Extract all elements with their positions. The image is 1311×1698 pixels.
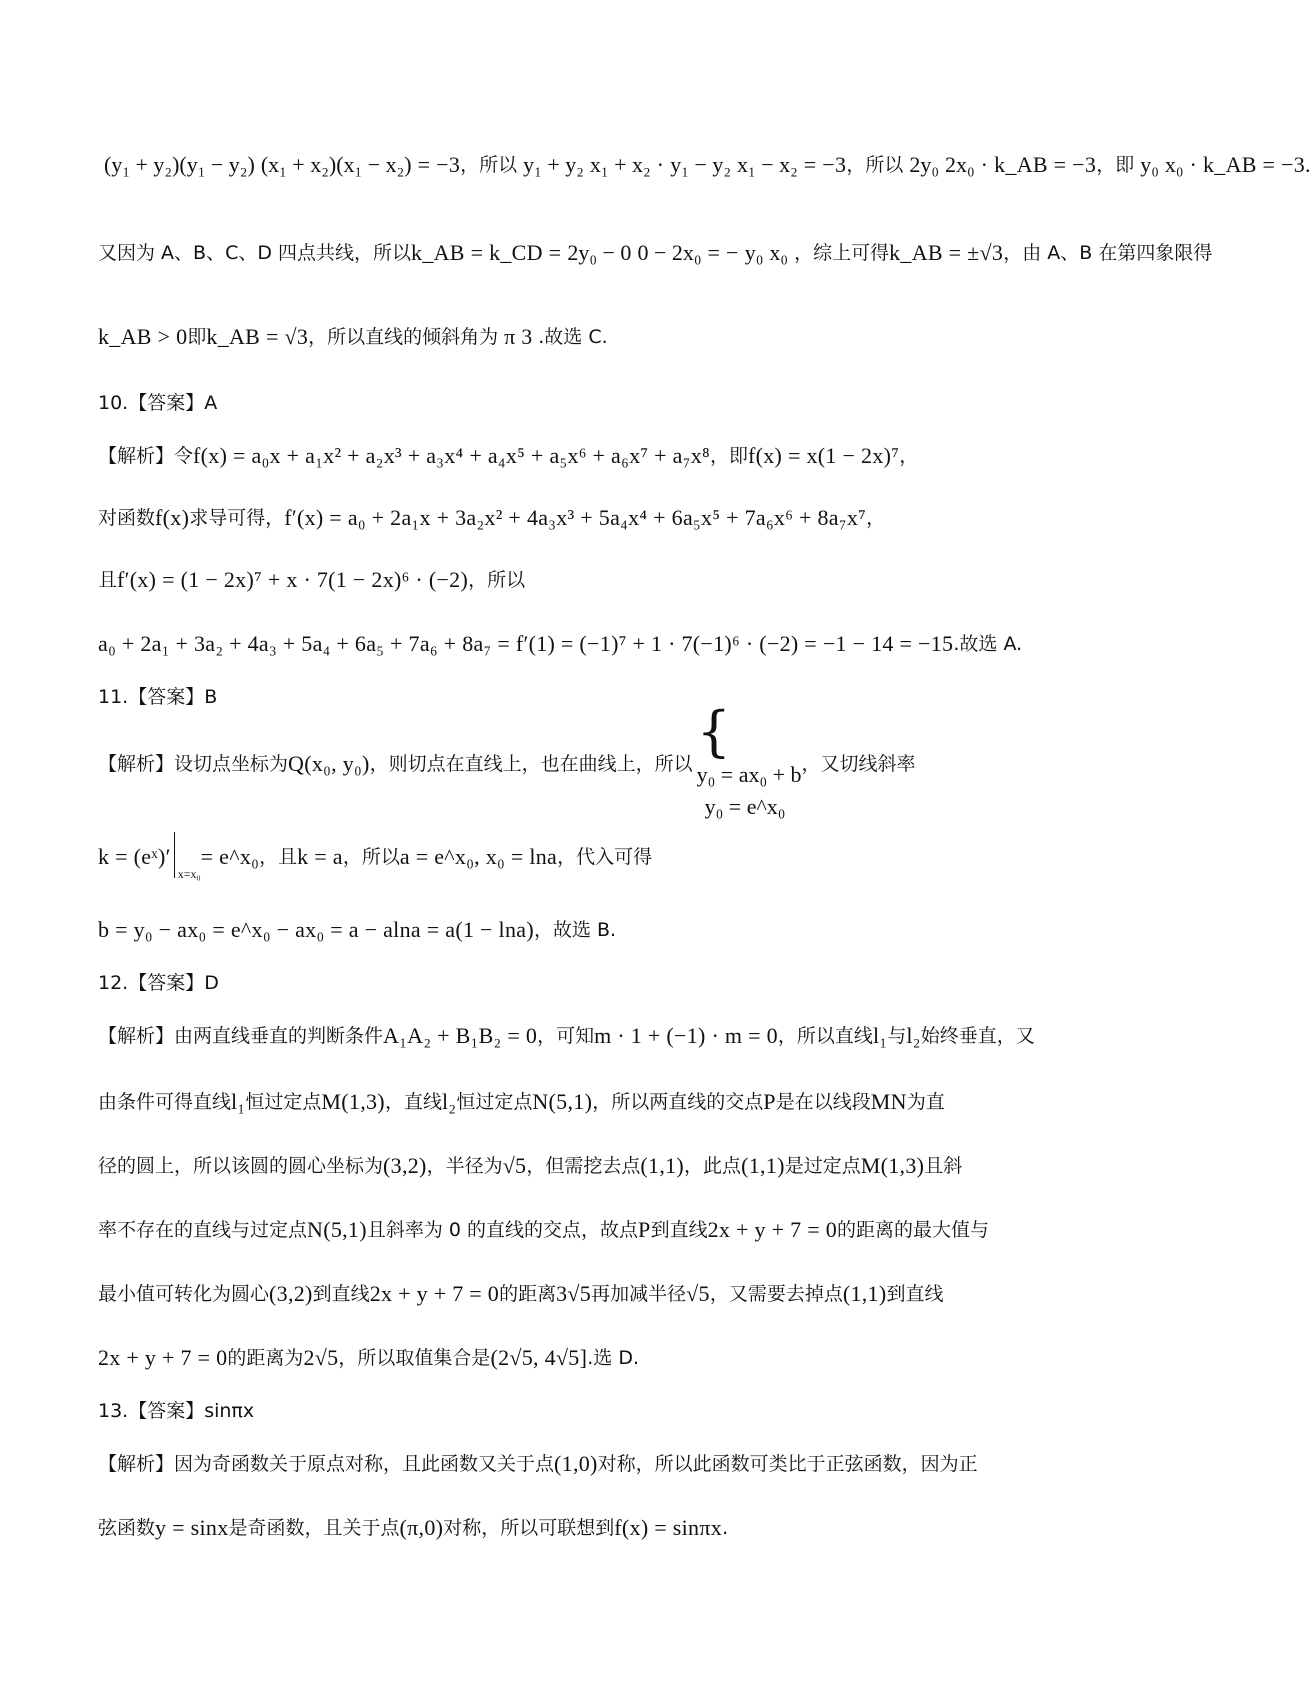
q12-line-5: 最小值可转化为圆心 (3,2) 到直线 2x + y + 7 = 0 的距离 3√5 再加减半径 √5 ，又需要去掉点 (1,1) 到直线 [98,1280,944,1306]
q13-line-1: 【解析】因为奇函数关于原点对称，且此函数又关于点 (1,0) 对称，所以此函数可类比于正弦函数，因为正 [98,1450,978,1476]
q12-line-3: 径的圆上，所以该圆的圆心坐标为 (3,2) ，半径为 √5 ，但需挖去点 (1,1) ，此点 (1,1) 是过定点 M(1,3) 且斜 [98,1152,963,1178]
q12-answer-heading: 12.【答案】D [98,971,219,994]
q10-line-4: a₀ + 2a₁ + 3a₂ + 4a₃ + 5a₄ + 6a₅ + 7a₆ + 8a₇ = f′(1) = (−1)⁷ + 1 · 7(−1)⁶ · (−2) = −1 − 14 = −15 .故选 A. [98,630,1023,656]
q9-line-3: k_AB > 0 即 k_AB = √3 ，所以直线的倾斜角为 π 3 .故选 C. [98,323,608,349]
q11-answer-heading: 11.【答案】B [98,685,218,708]
q13-answer-heading: 13.【答案】sinπx [98,1399,255,1422]
q10-answer-heading: 10.【答案】A [98,391,218,414]
q10-line-2: 对函数 f(x) 求导可得， f′(x) = a₀ + 2a₁x + 3a₂x² + 4a₃x³ + 5a₄x⁴ + 6a₅x⁵ + 7a₆x⁶ + 8a₇x⁷ ， [98,504,886,530]
left-brace: { [696,700,731,764]
q9-line-2: 又因为 A、B、C、D 四点共线，所以 k_AB = k_CD = 2y₀ − 0 0 − 2x₀ = − y₀ x₀ ，综上可得 k_AB = ±√3 ，由 A、B 在第四象限得 [98,239,1213,265]
fraction: y₀ x₀ [744,239,789,265]
q10-line-3: 且 f′(x) = (1 − 2x)⁷ + x · 7(1 − 2x)⁶ · (−2) ，所以 [98,566,526,592]
q11-line-1: 【解析】设切点坐标为 Q(x₀, y₀) ，则切点在直线上，也在曲线上，所以 { y₀ = ax₀ + b y₀ = e^x₀ ，又切线斜率 [98,726,1118,802]
evaluation-bar: x=x₀ [171,832,201,883]
q11-line-3: b = y₀ − ax₀ = e^x₀ − ax₀ = a − alna = a(1 − lna) ，故选 B. [98,916,617,942]
q13-line-2: 弦函数 y = sinx 是奇函数，且关于点 (π,0) 对称，所以可联想到 f(x) = sinπx . [98,1514,729,1540]
fraction: 2y₀ − 0 0 − 2x₀ [567,239,702,265]
equation-system: { y₀ = ax₀ + b y₀ = e^x₀ [696,700,802,819]
fraction: (y₁ + y₂)(y₁ − y₂) (x₁ + x₂)(x₁ − x₂) [104,151,412,177]
fraction: π 3 [504,323,533,349]
q12-line-1: 【解析】由两直线垂直的判断条件 A₁A₂ + B₁B₂ = 0 ，可知 m · 1 + (−1) · m = 0 ，所以直线 l₁ 与 l₂ 始终垂直，又 [98,1022,1035,1048]
fraction: 2y₀ 2x₀ [909,151,975,177]
q12-line-4: 率不存在的直线与过定点 N(5,1) 且斜率为 0 的直线的交点，故点 P 到直线 2x + y + 7 = 0 的距离的最大值与 [98,1216,990,1242]
q11-line-2: k = (eˣ)′ x=x₀ = e^x₀ ，且 k = a ，所以 a = e^x₀, x₀ = lna ，代入可得 [98,826,1118,888]
fraction: y₀ x₀ [1140,151,1184,177]
fraction: y₁ + y₂ x₁ + x₂ [523,151,651,177]
q9-line-1: (y₁ + y₂)(y₁ − y₂) (x₁ + x₂)(x₁ − x₂) = −3 ，所以 y₁ + y₂ x₁ + x₂ · y₁ − y₂ x₁ − x₂ = −3 ，所以 2y₀ 2x₀ · k_AB = −3 ，即 y₀ x₀ · k_AB = −3. [98,130,1118,200]
fraction: y₁ − y₂ x₁ − x₂ [670,151,798,177]
q10-line-1: 【解析】令 f(x) = a₀x + a₁x² + a₂x³ + a₃x⁴ + a₄x⁵ + a₅x⁶ + a₆x⁷ + a₇x⁸ ，即 f(x) = x(1 − 2x)⁷ ， [98,442,919,468]
q12-line-2: 由条件可得直线 l₁ 恒过定点 M(1,3) ，直线 l₂ 恒过定点 N(5,1) ，所以两直线的交点 P 是在以线段 MN 为直 [98,1088,945,1114]
q12-line-6: 2x + y + 7 = 0 的距离为 2√5 ，所以取值集合是 (2√5, 4√5] .选 D. [98,1344,639,1370]
